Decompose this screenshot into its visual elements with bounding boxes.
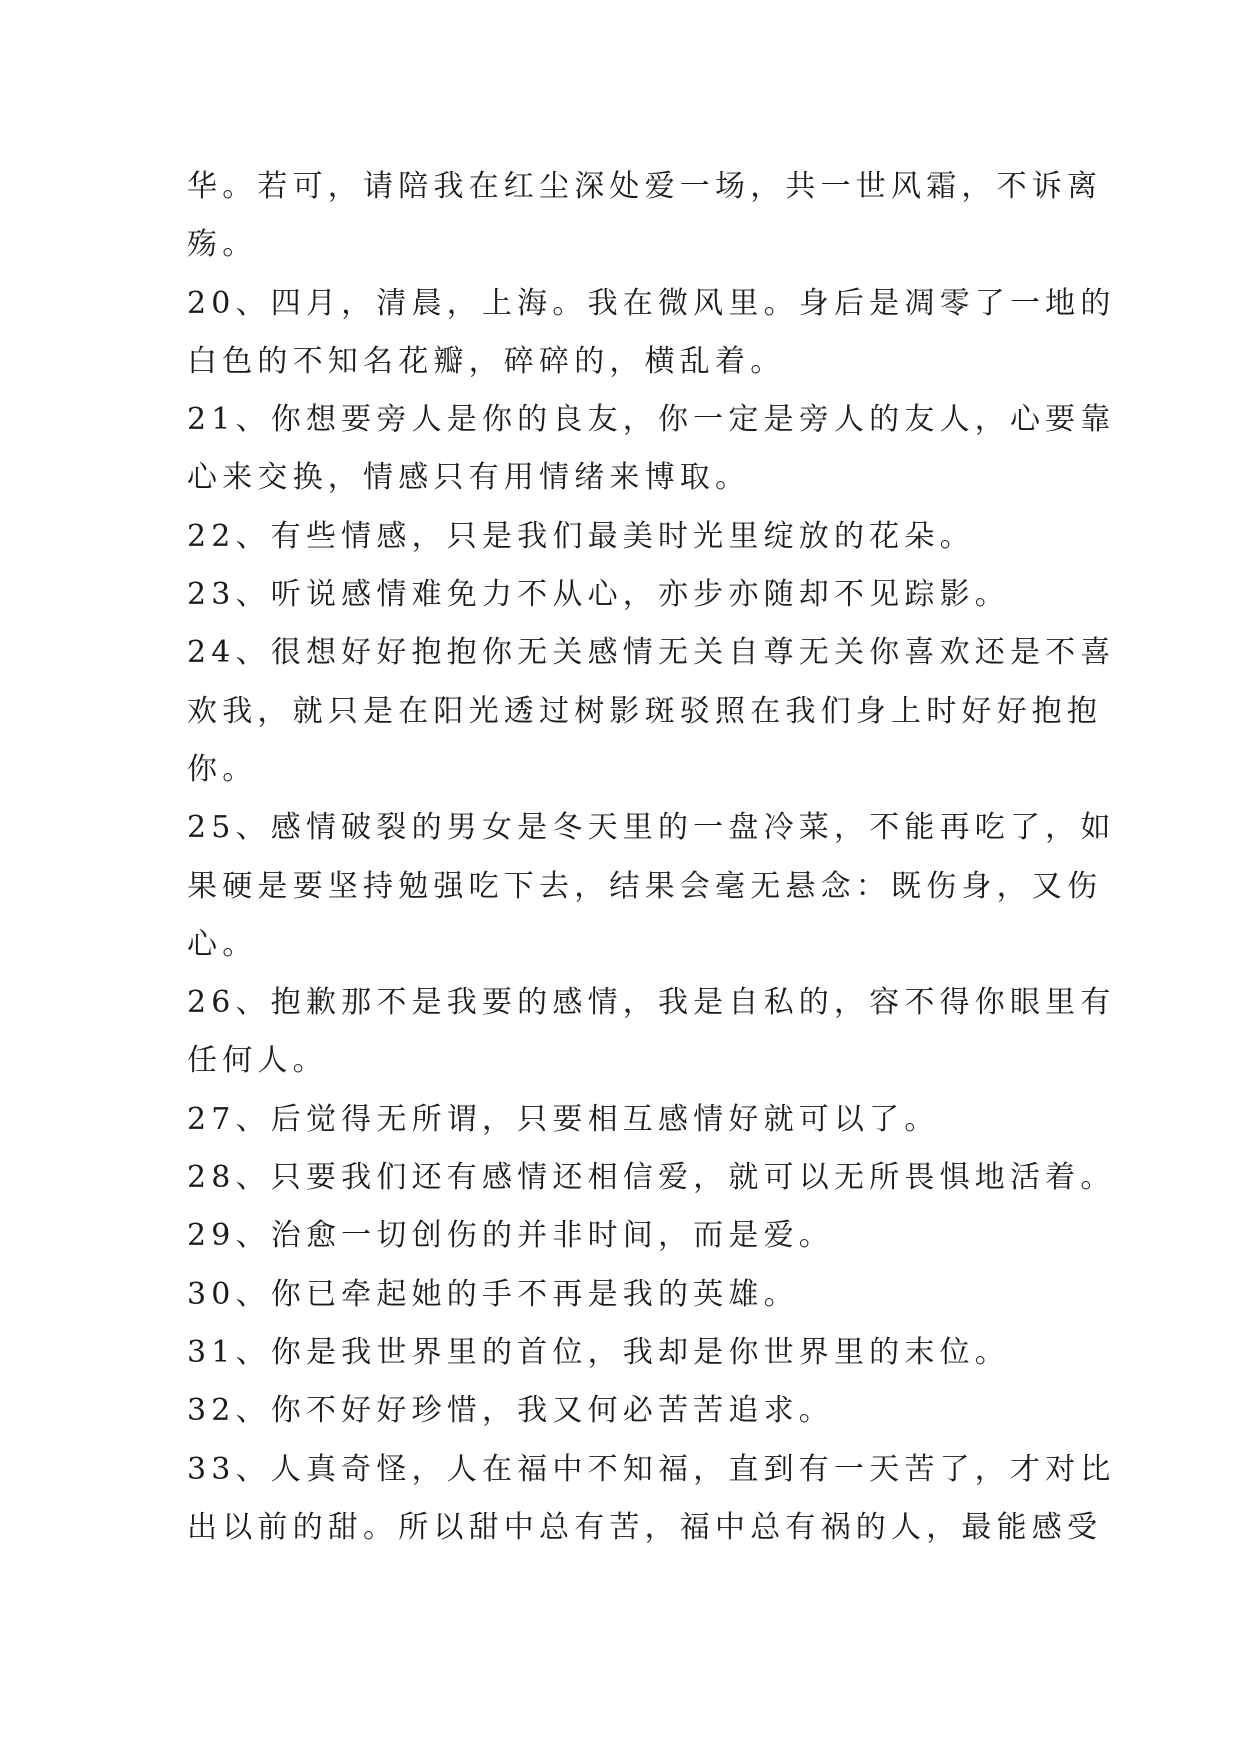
text-line: 26、抱歉那不是我要的感情，我是自私的，容不得你眼里有: [187, 985, 1116, 1021]
text-line: 31、你是我世界里的首位，我却是你世界里的末位。: [187, 1334, 1010, 1370]
text-line: 20、四月，清晨，上海。我在微风里。身后是凋零了一地的: [187, 285, 1116, 321]
text-line: 欢我，就只是在阳光透过树影斑驳照在我们身上时好好抱抱: [187, 693, 1103, 729]
text-line: 华。若可，请陪我在红尘深处爱一场，共一世风霜，不诉离: [187, 169, 1103, 204]
text-line: 23、听说感情难免力不从心，亦步亦随却不见踪影。: [187, 577, 1010, 613]
text-line: 28、只要我们还有感情还相信爱，就可以无所畏惧地活着。: [187, 1160, 1116, 1196]
text-line: 30、你已牵起她的手不再是我的英雄。: [187, 1276, 799, 1312]
text-line: 果硬是要坚持勉强吃下去，结果会毫无悬念：既伤身，又伤: [187, 868, 1103, 904]
text-line: 心。: [187, 926, 258, 962]
text-line: 任何人。: [187, 1043, 328, 1079]
text-line: 29、治愈一切创伤的并非时间，而是爱。: [187, 1218, 834, 1254]
text-line: 白色的不知名花瓣，碎碎的，横乱着。: [187, 343, 786, 379]
document-body: [187, 158, 1116, 1557]
text-line: 33、人真奇怪，人在福中不知福，直到有一天苦了，才对比: [187, 1451, 1116, 1487]
text-line: 22、有些情感，只是我们最美时光里绽放的花朵。: [187, 518, 975, 554]
text-line: 25、感情破裂的男女是冬天里的一盘冷菜，不能再吃了，如: [187, 810, 1116, 846]
text-line: 心来交换，情感只有用情绪来博取。: [187, 460, 751, 496]
text-line: 32、你不好好珍惜，我又何必苦苦追求。: [187, 1393, 834, 1429]
text-line: 24、很想好好抱抱你无关感情无关自尊无关你喜欢还是不喜: [187, 635, 1116, 671]
text-line: 出以前的甜。所以甜中总有苦，福中总有祸的人，最能感受: [187, 1509, 1103, 1545]
text-line: 你。: [187, 751, 258, 787]
text-line: 殇。: [187, 227, 258, 263]
text-line: 21、你想要旁人是你的良友，你一定是旁人的友人，心要靠: [187, 402, 1116, 438]
text-line: 27、后觉得无所谓，只要相互感情好就可以了。: [187, 1101, 940, 1137]
